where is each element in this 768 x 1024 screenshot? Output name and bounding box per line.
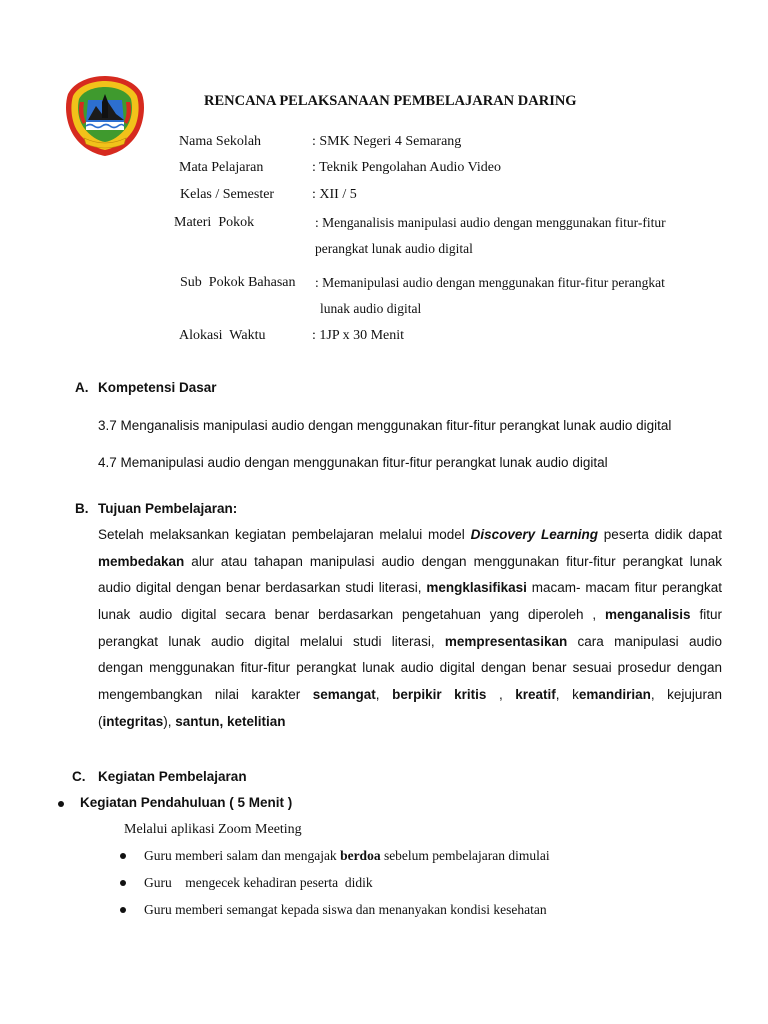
- text-run: ),: [163, 713, 176, 729]
- text-run: santun, ketelitian: [175, 713, 286, 729]
- text-run: dengan menggunakan fitur-fitur perangkat lunak audio digital dengan benar sesuai prosedur dengan: [98, 660, 722, 676]
- section-a-marker: A.: [75, 380, 89, 395]
- text-run: berdoa: [340, 848, 381, 863]
- text-run: ,: [375, 687, 393, 703]
- paragraph-line: [98, 682, 722, 709]
- text-run: kreatif: [515, 687, 556, 703]
- text-run: macam- macam fitur perangkat: [526, 580, 722, 596]
- paragraph-line: [98, 709, 722, 736]
- text-run: Discovery Learning: [470, 527, 598, 542]
- text-run: mengklasifikasi: [426, 580, 527, 596]
- text-run: menganalisis: [605, 607, 691, 623]
- opening-title: Kegiatan Pendahuluan ( 5 Menit ): [80, 795, 293, 810]
- section-c-marker: C.: [72, 769, 86, 784]
- text-run: semangat: [312, 687, 376, 703]
- text-run: emandirian: [578, 687, 651, 703]
- kd-item: 3.7 Menganalisis manipulasi audio dengan menggunakan fitur-fitur perangkat lunak audio digital: [98, 418, 672, 433]
- text-run: Setelah melaksankan kegiatan pembelajaran melalui model: [98, 527, 471, 542]
- paragraph-line: [98, 575, 722, 602]
- opening-bullet: [144, 848, 550, 864]
- identity-value: : Memanipulasi audio dengan menggunakan fitur-fitur perangkat: [315, 275, 665, 290]
- identity-label: Kelas / Semester: [180, 187, 275, 202]
- paragraph-line: [98, 549, 722, 576]
- text-run: Guru memberi salam dan mengajak: [144, 848, 341, 863]
- text-run: fitur: [690, 607, 722, 623]
- text-run: mempresentasikan: [444, 633, 568, 649]
- identity-value: : Teknik Pengolahan Audio Video: [312, 160, 501, 175]
- text-run: peserta didik dapat: [597, 527, 723, 542]
- identity-value-cont: lunak audio digital: [320, 301, 422, 316]
- text-run: Guru memberi semangat kepada siswa dan menanyakan kondisi kesehatan: [144, 902, 547, 917]
- paragraph-line: [98, 629, 722, 656]
- identity-value: : Menganalisis manipulasi audio dengan menggunakan fitur-fitur: [315, 215, 666, 230]
- central-java-emblem-icon: [62, 72, 148, 158]
- identity-value: : SMK Negeri 4 Semarang: [312, 134, 462, 149]
- text-run: cara manipulasi audio: [567, 633, 722, 649]
- text-run: perangkat lunak audio digital melalui studi literasi,: [98, 633, 445, 649]
- identity-label: Nama Sekolah: [179, 134, 262, 149]
- paragraph-line: [98, 522, 722, 549]
- identity-label: Materi Pokok: [174, 215, 255, 230]
- bullet-icon: [58, 801, 64, 807]
- paragraph-line: [98, 655, 722, 682]
- opening-intro: Melalui aplikasi Zoom Meeting: [124, 822, 302, 837]
- opening-bullet: [144, 875, 373, 891]
- tujuan-paragraph: [98, 522, 722, 736]
- bullet-icon: [120, 853, 126, 859]
- text-run: , kejujuran: [650, 687, 722, 703]
- text-run: integritas: [102, 713, 164, 729]
- section-c-title: Kegiatan Pembelajaran: [98, 769, 247, 784]
- text-run: audio digital dengan benar berdasarkan studi literasi,: [98, 580, 427, 596]
- text-run: mengembangkan nilai karakter: [98, 687, 313, 703]
- text-run: ,: [486, 687, 516, 703]
- identity-value: : XII / 5: [312, 187, 357, 202]
- section-b-title: Tujuan Pembelajaran:: [98, 501, 238, 516]
- identity-label: Mata Pelajaran: [179, 160, 264, 175]
- identity-label: Alokasi Waktu: [179, 328, 266, 343]
- text-run: Guru mengecek kehadiran peserta didik: [144, 875, 373, 890]
- section-b-marker: B.: [75, 501, 89, 516]
- section-a-title: Kompetensi Dasar: [98, 380, 217, 395]
- text-run: (: [98, 713, 103, 729]
- paragraph-line: [98, 602, 722, 629]
- bullet-icon: [120, 907, 126, 913]
- text-run: lunak audio digital secara benar berdasarkan pengetahuan yang diperoleh ,: [98, 607, 606, 623]
- identity-value-cont: perangkat lunak audio digital: [315, 241, 473, 256]
- opening-bullet: [144, 902, 547, 918]
- identity-label: Sub Pokok Bahasan: [180, 275, 296, 290]
- text-run: alur atau tahapan manipulasi audio dengan menggunakan fitur-fitur perangkat lunak: [184, 553, 722, 569]
- text-run: sebelum pembelajaran dimulai: [380, 848, 550, 863]
- kd-item: 4.7 Memanipulasi audio dengan menggunakan fitur-fitur perangkat lunak audio digital: [98, 455, 608, 470]
- bullet-icon: [120, 880, 126, 886]
- text-run: membedakan: [98, 553, 185, 569]
- text-run: berpikir kritis: [392, 687, 487, 703]
- logo: [62, 72, 148, 158]
- identity-value: : 1JP x 30 Menit: [312, 328, 405, 343]
- page-title: RENCANA PELAKSANAAN PEMBELAJARAN DARING: [204, 93, 577, 109]
- text-run: , k: [555, 687, 579, 703]
